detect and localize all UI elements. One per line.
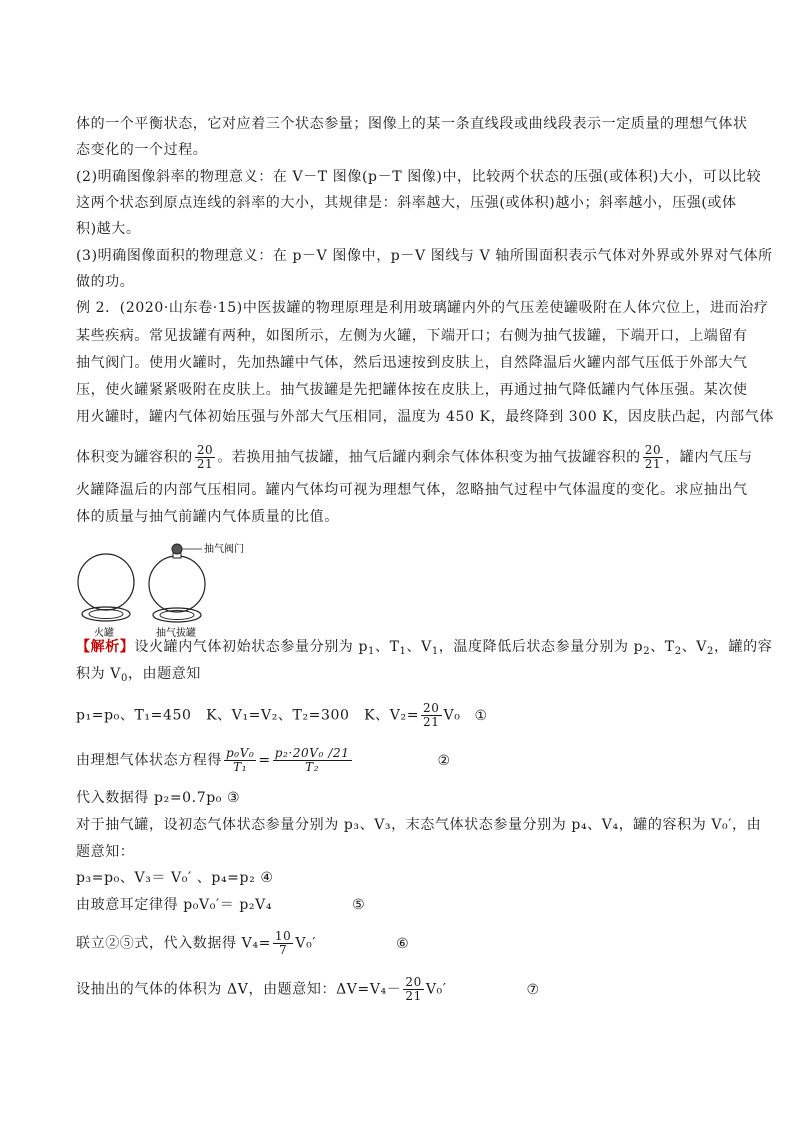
example-line: 体的质量与抽气前罐内气体质量的比值。 bbox=[76, 509, 339, 525]
subscript: 2 bbox=[674, 646, 682, 657]
equation-number: ⑥ bbox=[396, 935, 410, 952]
equation-2 bbox=[76, 747, 451, 774]
valve-label: 抽气阀门 bbox=[204, 544, 244, 555]
subscript: 1 bbox=[368, 646, 375, 657]
fraction-numerator: 20 bbox=[644, 443, 662, 457]
text-segment: 体积变为罐容积的 bbox=[76, 449, 193, 466]
equation-6 bbox=[76, 930, 409, 957]
equation-1 bbox=[76, 702, 488, 729]
equation-number: ⑦ bbox=[526, 981, 540, 998]
equation-number: ⑤ bbox=[352, 897, 366, 913]
text-segment: ，罐内气压与 bbox=[665, 449, 753, 466]
equation-7 bbox=[76, 976, 540, 1003]
fire-cup-rim-inner bbox=[89, 610, 123, 619]
example-line bbox=[76, 444, 753, 471]
equation-text: 由理想气体状态方程得 bbox=[76, 752, 222, 769]
equals-sign: = bbox=[258, 752, 271, 769]
text-line: 态变化的一个过程。 bbox=[76, 142, 208, 158]
fraction bbox=[403, 976, 423, 1003]
fraction bbox=[195, 444, 215, 471]
fraction-denominator: 21 bbox=[644, 457, 662, 471]
text-segment: ，罐的容 bbox=[713, 639, 773, 655]
solution-line: 题意知： bbox=[76, 844, 135, 860]
example-line: 抽气阀门。使用火罐时，先加热罐中气体，然后迅速按到皮肤上，自然降温后火罐内部气压低于外部大气 bbox=[76, 355, 748, 371]
fraction-denominator: T₂ bbox=[305, 760, 320, 774]
example-line: 例 2．(2020·山东卷·15)中医拔罐的物理原理是利用玻璃罐内外的气压差使罐吸附在人体穴位上，进而治疗 bbox=[76, 300, 769, 316]
equation-text: V₀′ bbox=[425, 981, 447, 998]
fraction-numerator: 10 bbox=[274, 929, 292, 943]
text-line: (2)明确图像斜率的物理意义：在 V－T 图像(p－T 图像)中，比较两个状态的压强(或体积)大小，可以比较 bbox=[76, 169, 762, 185]
fraction-numerator: 20 bbox=[405, 975, 422, 989]
analysis-tag: 【解析】 bbox=[76, 639, 135, 655]
fraction-denominator: T₁ bbox=[233, 760, 248, 774]
subscript: 1 bbox=[431, 646, 439, 657]
subscript: 1 bbox=[399, 646, 407, 657]
text-line: (3)明确图像面积的物理意义：在 p－V 图像中，p－V 图线与 V 轴所围面积表示气体对外界或外界对气体所 bbox=[76, 248, 773, 264]
text-segment: 、V bbox=[681, 639, 708, 655]
cupping-figure bbox=[76, 540, 266, 640]
example-line: 火罐降温后的内部气压相同。罐内气体均可视为理想气体，忽略抽气过程中气体温度的变化。求应抽出气 bbox=[76, 482, 748, 498]
equation-3: 代入数据得 p₂=0.7p₀ ③ bbox=[76, 790, 241, 806]
fraction-denominator: 21 bbox=[405, 989, 422, 1003]
text-segment: 、V bbox=[406, 639, 432, 655]
text-segment: 积为 V bbox=[76, 666, 121, 682]
equation-text: 由玻意耳定律得 p₀V₀′＝ p₂V₄ bbox=[76, 897, 273, 913]
fraction bbox=[421, 702, 441, 729]
fraction-denominator: 21 bbox=[423, 715, 440, 729]
fire-cup-body bbox=[78, 554, 134, 610]
subscript: 2 bbox=[707, 646, 714, 657]
fraction bbox=[643, 444, 663, 471]
text-line: 做的功。 bbox=[76, 274, 135, 290]
fraction-numerator: 20 bbox=[196, 443, 214, 457]
solution-line: 对于抽气罐，设初态气体状态参量分别为 p₃、V₃，末态气体状态参量分别为 p₄、V₄，罐的容积为 V₀′，由 bbox=[76, 817, 762, 833]
equation-text: 设抽出的气体的体积为 ΔV，由题意知：ΔV=V₄－ bbox=[76, 981, 402, 998]
valve-knob bbox=[172, 544, 182, 554]
fire-cup-label: 火罐 bbox=[94, 628, 114, 639]
equation-number: ② bbox=[437, 752, 451, 769]
example-line: 某些疾病。常见拔罐有两种，如图所示，左侧为火罐，下端开口；右侧为抽气拔罐，下端开口，上端留有 bbox=[76, 328, 748, 344]
example-line: 压，使火罐紧紧吸附在皮肤上。抽气拔罐是先把罐体按在皮肤上，再通过抽气降低罐内气体压强。某次使 bbox=[76, 382, 748, 398]
text-line: 体的一个平衡状态，它对应着三个状态参量；图像上的某一条直线段或曲线段表示一定质量的理想气体状 bbox=[76, 116, 748, 132]
cupping-diagram bbox=[76, 540, 266, 640]
fraction-denominator: 21 bbox=[196, 457, 214, 471]
equation-4: p₃=p₀、V₃＝ V₀′ 、p₄=p₂ ④ bbox=[76, 870, 274, 886]
example-line: 用火罐时，罐内气体初始压强与外部大气压相同，温度为 450 K，最终降到 300 K，因皮肤凸起，内部气体 bbox=[76, 409, 774, 425]
fraction bbox=[273, 930, 293, 957]
equation-number: ① bbox=[474, 707, 488, 724]
subscript: 2 bbox=[643, 646, 651, 657]
text-segment: ，温度降低后状态参量分别为 p bbox=[438, 639, 644, 655]
fraction-denominator: 7 bbox=[279, 943, 288, 957]
text-segment: ，由题意知 bbox=[127, 666, 201, 682]
suction-cup-body bbox=[149, 556, 205, 612]
equation-text: 联立②⑤式，代入数据得 V₄= bbox=[76, 935, 271, 952]
fraction bbox=[224, 747, 256, 774]
equation-text: V₀′ bbox=[295, 935, 317, 952]
suction-cup-label: 抽气拔罐 bbox=[156, 628, 196, 639]
text-segment: 、T bbox=[375, 639, 400, 655]
equation-text: p₁=p₀、T₁=450 K、V₁=V₂、T₂=300 K、V₂= bbox=[76, 707, 420, 724]
text-segment: 、T bbox=[650, 639, 675, 655]
fraction bbox=[273, 747, 352, 774]
fraction-numerator: 20 bbox=[423, 701, 440, 715]
text-line: 积)越大。 bbox=[76, 221, 141, 237]
equation-5 bbox=[76, 895, 365, 915]
text-segment: 设火罐内气体初始状态参量分别为 p bbox=[134, 639, 369, 655]
solution-line bbox=[76, 637, 772, 662]
text-line: 这两个状态到原点连线的斜率的大小，其规律是：斜率越大，压强(或体积)越小；斜率越小，压强(或体 bbox=[76, 195, 737, 211]
text-segment: 。若换用抽气拔罐，抽气后罐内剩余气体体积变为抽气拔罐容积的 bbox=[217, 449, 641, 466]
fraction-numerator: p₀V₀ bbox=[226, 746, 255, 760]
equation-text: V₀ bbox=[443, 707, 461, 724]
subscript: 0 bbox=[120, 673, 128, 684]
fraction-numerator: p₂·20V₀ /21 bbox=[274, 746, 350, 760]
solution-line bbox=[76, 664, 201, 689]
